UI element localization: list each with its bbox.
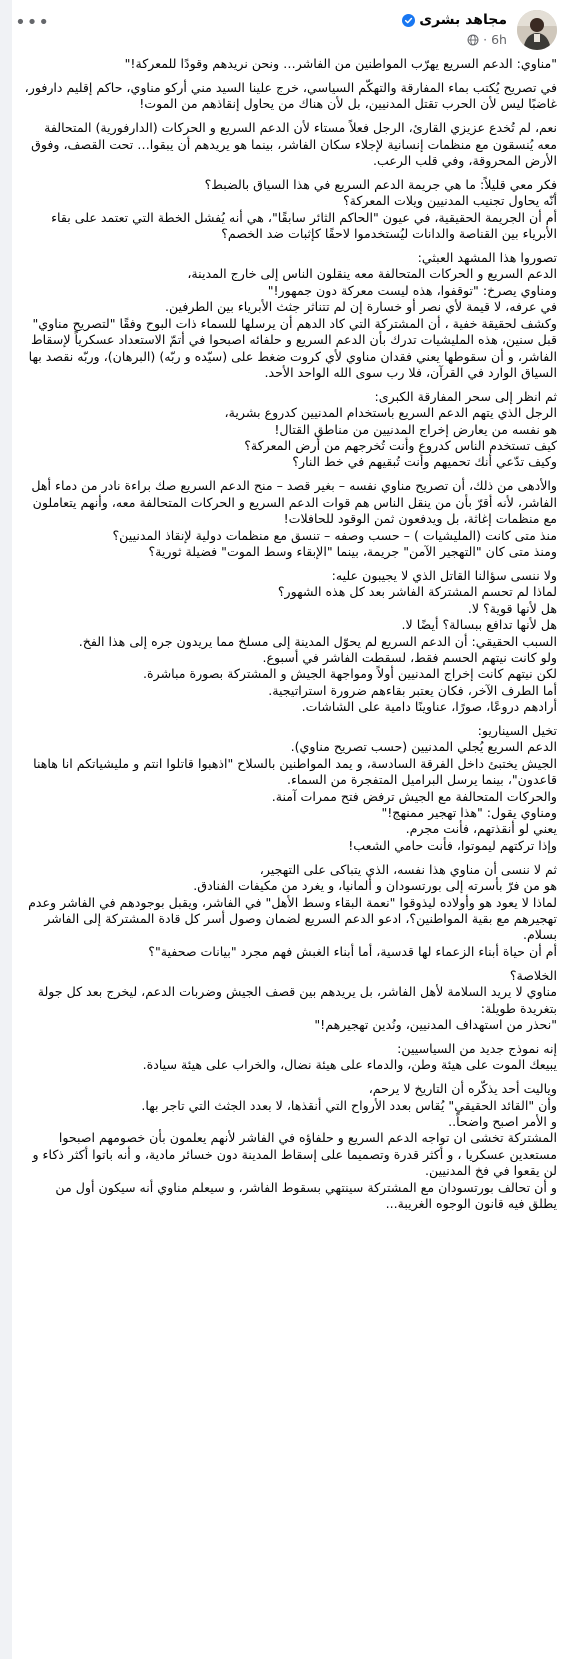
post-meta (467, 32, 507, 47)
author-avatar[interactable] (517, 10, 557, 50)
post-body (24, 56, 557, 1220)
post-text-line: الرجل الذي يتهم الدعم السريع باستخدام المدنيين كدروع بشرية، (224, 405, 557, 421)
post-text-line: يعني لو أنقذتهم، فأنت مجرم. (405, 821, 557, 837)
post-text-line: ومناوي يقول: "هذا تهجير ممنهج!" (381, 805, 557, 821)
verified-badge-icon (402, 14, 415, 27)
author-name-row (402, 12, 507, 28)
post-text-line: لماذا لم تحسم المشتركة الفاشر بعد كل هذه الشهور؟ (277, 584, 557, 600)
post-text-line: أما الطرف الآخر، فكان يعتبر بقاءهم ضرورة استراتيجية. (268, 682, 557, 698)
post-text-line: "نحذر من استهداف المدنيين، ونُدين تهجيرهم!" (314, 1016, 557, 1032)
post-text-line: تصوروا هذا المشهد العبثي: (417, 250, 557, 266)
post-paragraph (24, 177, 557, 243)
post-text-line: والحركات المتحالفة مع الجيش ترفض فتح ممرات آمنة. (271, 788, 557, 804)
post-text-line: الدعم السريع يُجلي المدنيين (حسب تصريح مناوي). (290, 739, 557, 755)
post-text-line: تخيل السيناريو: (477, 723, 557, 739)
post-text-line: في عرفه، لا قيمة لأي نصر أو خسارة إن لم تتناثر جثث الأبرياء بين الطرفين. (164, 299, 557, 315)
post-text-line: وإذا تركتهم ليموتوا، فأنت حامي الشعب! (348, 837, 557, 853)
post-text-line: أرادهم دروعًا، صورًا، عناوينًا دامية على الشاشات. (301, 699, 557, 715)
post-text-line: هو نفسه من يعارض إخراج المدنيين من مناطق القتال! (274, 421, 557, 437)
post-text-line: ومناوي يصرخ: "توقفوا، هذه ليست معركة دون جمهور!" (267, 282, 557, 298)
post-paragraph (24, 723, 557, 854)
post-text-line: ولو كانت نيتهم الحسم فقط، لسقطت الفاشر في أسبوع. (262, 649, 557, 665)
post-text-line: هل لأنها قوية؟ لا. (467, 600, 557, 616)
post-text-line: الخلاصة؟ (509, 967, 557, 983)
post-text-line: فكر معي قليلاً: ما هي جريمة الدعم السريع في هذا السياق بالضبط؟ (204, 176, 557, 192)
post-paragraph (24, 568, 557, 716)
post-paragraph (24, 250, 557, 381)
post-text-line: أم أن حياة أبناء الزعماء لها قدسية، أما أبناء الغبش فهم مجرد "بيانات صحفية"؟ (148, 943, 557, 959)
page-gutter (0, 0, 12, 1659)
post-paragraph (24, 56, 557, 72)
post-text-line: يبيعك الموت على هيئة وطن، والدماء على هيئة نضال، والخراب على هيئة سيادة. (142, 1057, 557, 1073)
post-text-line: نعم، لم تُخدع عزيزي القارئ، الرجل فعلاً مستاء لأن الدعم السريع و الحركات (الدارفورية) المتحالفة معه يُنسقون مع منظمات إنسانية لإجلاء سكان الفاشر، بينما هو يريدهم أن يبقوا… تحت القصف، وفوق الأرض المحروقة، وفي قلب الرعب. (31, 120, 557, 169)
post-text-line: والأدهى من ذلك، أن تصريح مناوي نفسه – بغير قصد – منح الدعم السريع صك براءة نادر من دماء أهل الفاشر، لأنه أقرّ بأن من ينقل الناس هم قوات الدعم السريع و الحركات المتحالفة معه، وأنهم يتعاملون مع منظمات إغاثة، بل ويدفعون ثمن الوقود للحافلات! (31, 478, 557, 527)
post-text-line: "مناوي: الدعم السريع يهرّب المواطنين من الفاشر… ونحن نريدهم وقودًا للمعركة!" (124, 56, 557, 71)
post-paragraph (24, 1041, 557, 1074)
post-text-line: وأن "القائد الحقيقي" يُقاس بعدد الأرواح التي أنقذها، لا بعدد الجثث التي تاجر بها. (141, 1097, 557, 1113)
post-text-line: وياليت أحد يذكّره أن التاريخ لا يرحم، (368, 1081, 557, 1097)
post-paragraph (24, 120, 557, 169)
post-text-line: ثم انظر إلى سحر المفارقة الكبرى: (374, 388, 557, 404)
post-text-line: الدعم السريع و الحركات المتحالفة معه ينقلون الناس إلى خارج المدينة، (187, 266, 557, 282)
post-text-line: كيف تستخدم الناس كدروع وأنت تُخرجهم من أرض المعركة؟ (244, 438, 557, 454)
post-text-line: الجيش يختبئ داخل الفرقة السادسة، و يمد المواطنين بالسلاح "اذهبوا قاتلوا انتم و مليشياتكم انا هاهنا قاعدون"، بينما يرسل البراميل المتفجرة من السماء. (33, 755, 557, 788)
post-text-line: وكشف لحقيقة خفية ، أن المشتركة التي كاد الدهم أن يرسلها للسماء ذات البوح وفقًا "لتصريح مناوي" قبل سنين، هذه المليشيات تدرك بأن الدعم السريع و حلفائه اصبحوا في أتمّ الاستعداد عسكرياً لإسقاط الفاشر، و أن سقوطها يعني فقدان مناوي لأي كروت ضغط على (سيّده و ربّه) (البرهان)، وربّه نقصد بها السياق الوارد في القرآن، فلا رب سوى الله الواحد الأحد. (28, 315, 557, 380)
post-text-line: في تصريح يُكتب بماء المفارقة والتهكّم السياسي، خرج علينا السيد مني أركو مناوي، حاكم إقليم دارفور، غاضبًا ليس لأن الحرب تقتل المدنيين، بل لأن هناك من يحاول إنقاذهم من الموت! (24, 79, 557, 112)
post-header (15, 10, 557, 52)
post-text-line: لكن نيتهم كانت إخراج المدنيين أولاً ومواجهة الجيش و المشتركة بصورة مباشرة. (143, 666, 557, 682)
post-time[interactable]: 6h (491, 32, 507, 47)
post-text-line: منذ متى كانت (المليشيات ) – حسب وصفه – تنسق مع منظمات دولية لإنقاذ المدنيين؟ (112, 527, 557, 543)
globe-icon[interactable] (467, 34, 479, 46)
post-text-line: ثم لا ننسى أن مناوي هذا نفسه، الذي يتباكى على التهجير، (259, 861, 557, 877)
post-text-line: لماذا لا يعود هو وأولاده ليذوقوا "نعمة البقاء وسط الأهل" في الفاشر، ويقبل بوجودهم في الفاشر وعدم تهجيرهم مع بقية المواطنين؟، ادعو الدعم السريع لضمان وصول أسر كل قادة المشتركة إلى الفاشر بسلام. (28, 894, 557, 943)
post-text-line: ومنذ متى كان "التهجير الآمن" جريمة، بينما "الإبقاء وسط الموت" فضيلة ثورية؟ (148, 543, 557, 559)
post-text-line: إنه نموذج جديد من السياسيين: (397, 1040, 557, 1056)
post-text-line: المشتركة تخشى ان تواجه الدعم السريع و حلفاؤه في الفاشر لأنهم يعلمون بأن خصومهم اصبحوا مستعدين عسكريا ، و أكثر قدرة وتصميما على إسقاط المدينة دون خسائر مادية، و أنه باتوا أكثر ذكاء و لن يقعوا في فخ المدنيين. (32, 1130, 557, 1179)
post-text-line: هل لأنها تدافع ببسالة؟ أيضًا لا. (401, 617, 557, 633)
post-paragraph (24, 389, 557, 471)
post-text-line: السبب الحقيقي: أن الدعم السريع لم يحوّل المدينة إلى مسلخ مما يريدون جره إلى هذا الفخ. (78, 633, 557, 649)
post-text-line: مناوي لا يريد السلامة لأهل الفاشر، بل يريدهم بين قصف الجيش وضربات الدعم، ليخرج بعد كل جولة بتغريدة طويلة: (37, 984, 557, 1016)
post-paragraph (24, 1081, 557, 1212)
post-text-line: و أن تحالف بورتسودان مع المشتركة سينتهي بسقوط الفاشر، و سيعلم مناوي أنه سيكون أول من يطلق فيه قانون الوجوه الغريبة... (55, 1179, 557, 1211)
post-text-line: و الأمر اصبح واضحاً.. (448, 1113, 557, 1129)
more-options-icon[interactable]: ••• (15, 12, 50, 33)
post-text-line: أنّه يحاول تجنيب المدنيين ويلات المعركة؟ (342, 193, 557, 209)
author-name[interactable]: مجاهد بشرى (419, 12, 507, 28)
post-text-line: أم أن الجريمة الحقيقية، في عيون "الحاكم الثائر سابقًا"، هي أنه يُفشل الخطة التي تعتمد على بقاء الأبرياء بين القناصة والدانات ليُستخدموا لاحقًا كإثبات ضد الخصم؟ (51, 209, 557, 242)
post-paragraph (24, 80, 557, 113)
post-paragraph (24, 478, 557, 560)
meta-separator: · (483, 32, 488, 47)
post-text-line: وكيف تدّعي أنك تحميهم وأنت تُبقيهم في خط النار؟ (292, 454, 557, 470)
post-text-line: هو من فرّ بأسرته إلى بورتسودان و ألمانيا، و يغرد من مكيفات الفنادق. (193, 878, 557, 894)
post-text-line: ولا ننسى سؤالنا القاتل الذي لا يجيبون عليه: (331, 567, 557, 583)
post-paragraph (24, 968, 557, 1034)
post-paragraph (24, 862, 557, 960)
